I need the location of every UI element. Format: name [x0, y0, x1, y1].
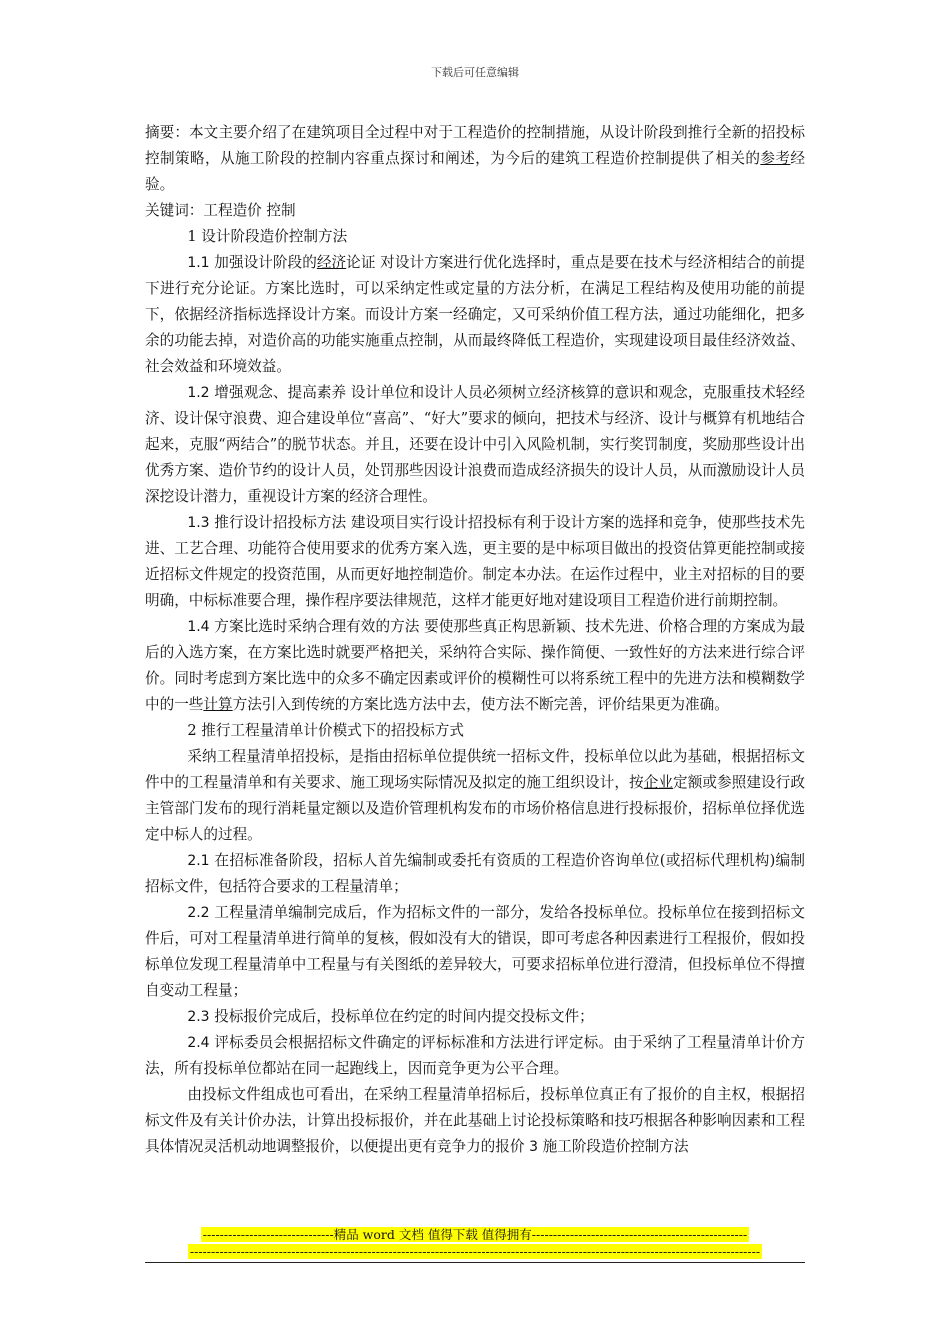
link-economy[interactable]: 经济	[316, 254, 347, 271]
paragraph-2-intro	[145, 744, 805, 848]
paragraph-text-end: 定额或参照建设行政主管部门发布的现行消耗量定额以及造价管理机构发布的市场价格信息进行投标报价，招标单位择优选定中标人的过程。	[145, 774, 805, 843]
paragraph-text: 加强设计阶段的	[209, 254, 317, 271]
paragraph-1-3	[145, 510, 805, 614]
paragraph-1-4	[145, 614, 805, 718]
section-number: 2.1	[187, 853, 210, 869]
paragraph-text: 评标委员会根据招标文件确定的评标标准和方法进行评定标。由于采纳了工程量清单计价方法，所有投标单位都站在同一起跑线上，因而竞争更为公平合理。	[145, 1034, 805, 1077]
link-reference[interactable]: 参考	[760, 150, 791, 167]
paragraph-text: 推行设计招投标方法 建设项目实行设计招投标有利于设计方案的选择和竞争，使那些技术先进、工艺合理、功能符合使用要求的优秀方案入选，更主要的是中标项目做出的投资估算更能控制或接近招标文件规定的投资范围，从而更好地控制造价。制定本办法。在运作过程中，业主对招标的目的要明确，中标标准要合理，操作程序要法律规范，这样才能更好地对建设项目工程造价进行前期控制。	[145, 514, 805, 609]
section-number: 1.4	[187, 619, 210, 635]
section-number: 2.4	[187, 1035, 210, 1051]
paragraph-text: 在招标准备阶段，招标人首先编制或委托有资质的工程造价咨询单位(或招标代理机构)编制招标文件，包括符合要求的工程量清单；	[145, 852, 805, 895]
abstract-text: 摘要：本文主要介绍了在建筑项目全过程中对于工程造价的控制措施，从设计阶段到推行全新的招投标控制策略，从施工阶段的控制内容重点探讨和阐述，为今后的建筑工程造价控制提供了相关的	[145, 124, 805, 167]
section-number: 3	[529, 1139, 539, 1155]
paragraph-text: 投标报价完成后，投标单位在约定的时间内提交投标文件；	[209, 1008, 594, 1025]
section-number: 2.2	[187, 905, 210, 921]
paragraph-2-3	[145, 1004, 805, 1030]
keywords: 关键词：工程造价 控制	[145, 202, 296, 219]
section-number: 1.3	[187, 515, 210, 531]
section-3-title: 施工阶段造价控制方法	[538, 1138, 689, 1155]
abstract-text-end: 经验。	[145, 150, 805, 193]
section-number: 1.1	[187, 255, 210, 271]
paragraph-text: 由投标文件组成也可看出，在采纳工程量清单招标后，投标单位真正有了报价的自主权，根据招标文件及有关计价办法，计算出投标报价，并在此基础上讨论投标策略和技巧根据各种影响因素和工程具体情况灵活机动地调整报价，以便提出更有竞争力的报价	[145, 1086, 805, 1155]
footer-line-1: -------------------------------精品 word 文档 值得下载 值得拥有---------------------------------------------------	[202, 1227, 748, 1242]
footer-line-2: ---------------------------------------------------------------------------------------------------------------------------------------	[189, 1244, 761, 1259]
paragraph-last	[145, 1082, 805, 1160]
paragraph-2-1	[145, 848, 805, 900]
paragraph-text-end: 论证 对设计方案进行优化选择时，重点是要在技术与经济相结合的前提下进行充分论证。方案比选时，可以采纳定性或定量的方法分析，在满足工程结构及使用功能的前提下，依据经济指标选择设计方案。而设计方案一经确定，又可采纳价值工程方法，通过功能细化，把多余的功能去掉，对造价高的功能实施重点控制，从而最终降低工程造价，实现建设项目最佳经济效益、社会效益和环境效益。	[145, 254, 805, 375]
section-2-title: 2 推行工程量清单计价模式下的招投标方式	[187, 722, 464, 739]
section-number: 2.3	[187, 1009, 210, 1025]
paragraph-text: 方案比选时采纳合理有效的方法 要使那些真正构思新颖、技术先进、价格合理的方案成为最后的入选方案，在方案比选时就要严格把关，采纳符合实际、操作简便、一致性好的方法来进行综合评价。同时考虑到方案比选中的众多不确定因素或评价的模糊性可以将系统工程中的先进方法和模糊数学中的一些	[145, 618, 805, 713]
paragraph-1-2	[145, 380, 805, 510]
paragraph-text: 采纳工程量清单招投标，是指由招标单位提供统一招标文件，投标单位以此为基础，根据招标文件中的工程量清单和有关要求、施工现场实际情况及拟定的施工组织设计，按	[145, 748, 805, 791]
paragraph-text-end: 方法引入到传统的方案比选方法中去，使方法不断完善，评价结果更为准确。	[232, 696, 729, 713]
document-body	[145, 120, 805, 1160]
paragraph-1-1	[145, 250, 805, 380]
footer-banner	[145, 1226, 805, 1260]
link-calculation[interactable]: 计算	[203, 696, 233, 713]
paragraph-2-2	[145, 900, 805, 1004]
section-1-title: 1 设计阶段造价控制方法	[187, 228, 348, 245]
abstract-paragraph	[145, 120, 805, 198]
section-number: 1.2	[187, 385, 210, 401]
link-enterprise[interactable]: 企业	[643, 774, 674, 791]
page-header: 下载后可任意编辑	[431, 66, 519, 79]
paragraph-text: 增强观念、提高素养 设计单位和设计人员必须树立经济核算的意识和观念，克服重技术轻经济、设计保守浪费、迎合建设单位“喜高”、“好大”要求的倾向，把技术与经济、设计与概算有机地结合起来，克服“两结合”的脱节状态。并且，还要在设计中引入风险机制，实行奖罚制度，奖励那些设计出优秀方案、造价节约的设计人员，处罚那些因设计浪费而造成经济损失的设计人员，从而激励设计人员深挖设计潜力，重视设计方案的经济合理性。	[145, 384, 805, 505]
footer-divider	[145, 1262, 805, 1263]
paragraph-2-4	[145, 1030, 805, 1082]
paragraph-text: 工程量清单编制完成后，作为招标文件的一部分，发给各投标单位。投标单位在接到招标文件后，可对工程量清单进行简单的复核，假如没有大的错误，即可考虑各种因素进行工程报价，假如投标单位发现工程量清单中工程量与有关图纸的差异较大，可要求招标单位进行澄清，但投标单位不得擅自变动工程量；	[145, 904, 805, 999]
